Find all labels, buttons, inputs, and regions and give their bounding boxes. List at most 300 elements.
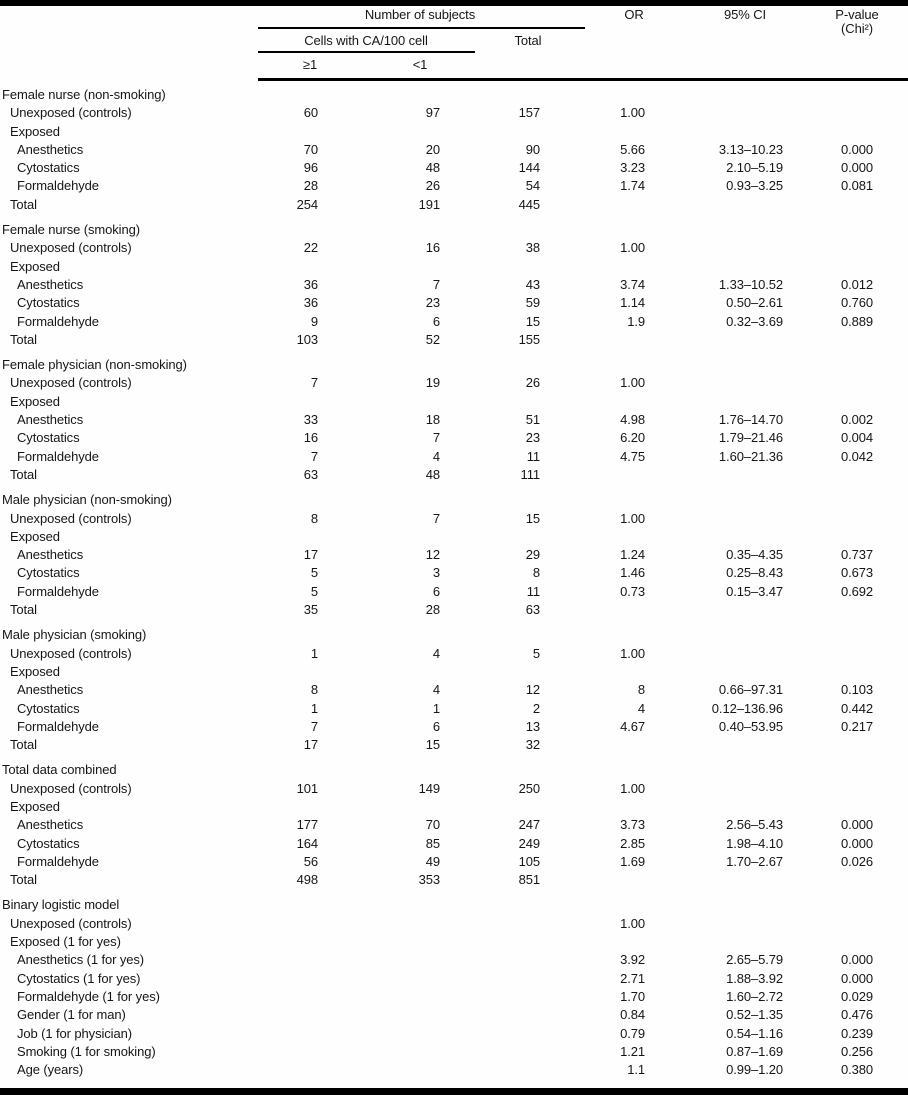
cell-pvalue: 0.029 xyxy=(840,988,873,1004)
cell-ci xyxy=(655,331,793,349)
cell-total xyxy=(450,1061,550,1079)
cell-total xyxy=(450,1006,550,1024)
table-row xyxy=(0,951,908,969)
col-header-total: Total xyxy=(514,33,542,48)
cell-n-lt1: 52 xyxy=(425,331,440,347)
cell-pvalue xyxy=(793,645,908,663)
table-row xyxy=(0,601,908,619)
row-label: Cytostatics xyxy=(17,835,80,851)
table-row xyxy=(0,663,908,681)
cell-n-lt1: 23 xyxy=(425,295,440,311)
cell-pvalue xyxy=(793,933,908,951)
section-title-row xyxy=(0,896,908,914)
cell-n-lt1: 149 xyxy=(418,780,440,796)
table-row xyxy=(0,853,908,871)
cell-n-lt1: 20 xyxy=(425,141,440,157)
cell-total: 157 xyxy=(518,105,540,121)
cell-or xyxy=(550,798,655,816)
col-header-lt1: <1 xyxy=(412,57,428,72)
cell-ci: 2.56–5.43 xyxy=(726,817,783,833)
section-title: Female physician (non-smoking) xyxy=(2,357,187,373)
cell-ci xyxy=(655,123,793,141)
cell-n-lt1: 3 xyxy=(432,565,440,581)
cell-pvalue: 0.012 xyxy=(840,276,873,292)
cell-n-lt1: 48 xyxy=(425,466,440,482)
table-row xyxy=(0,798,908,816)
cell-pvalue xyxy=(793,258,908,276)
cell-pvalue: 0.026 xyxy=(840,853,873,869)
row-label: Cytostatics (1 for yes) xyxy=(17,970,141,986)
cell-ci: 2.10–5.19 xyxy=(726,160,783,176)
cell-n-ge1: 17 xyxy=(303,737,318,753)
cell-ci xyxy=(655,915,793,933)
table-row xyxy=(0,564,908,582)
section-title: Male physician (smoking) xyxy=(2,627,147,643)
cell-pvalue xyxy=(793,331,908,349)
cell-or xyxy=(550,736,655,754)
cell-or xyxy=(550,393,655,411)
cell-total: 8 xyxy=(532,565,540,581)
row-label: Total xyxy=(10,196,37,212)
cell-ci: 1.98–4.10 xyxy=(726,835,783,851)
cell-pvalue xyxy=(793,239,908,257)
cell-ci xyxy=(655,528,793,546)
header-bottom-rule xyxy=(258,78,908,81)
section-title: Female nurse (smoking) xyxy=(2,222,140,238)
cell-total: 851 xyxy=(518,872,540,888)
row-label: Exposed (1 for yes) xyxy=(10,934,121,950)
row-label: Exposed xyxy=(10,663,60,679)
row-label: Unexposed (controls) xyxy=(10,780,132,796)
cell-total xyxy=(450,988,550,1006)
table-row xyxy=(0,871,908,889)
cell-or: 4.75 xyxy=(620,448,645,464)
cell-or: 4 xyxy=(637,700,645,716)
cell-n-ge1 xyxy=(258,123,330,141)
cell-pvalue xyxy=(793,196,908,214)
cell-or: 6.20 xyxy=(620,430,645,446)
cell-total: 155 xyxy=(518,331,540,347)
table-section xyxy=(0,761,908,889)
cell-pvalue xyxy=(793,736,908,754)
cell-pvalue: 0.737 xyxy=(840,547,873,563)
cell-n-ge1 xyxy=(258,915,330,933)
table-row xyxy=(0,196,908,214)
cell-n-ge1: 177 xyxy=(296,817,318,833)
row-label: Formaldehyde xyxy=(17,718,99,734)
cell-or: 1.00 xyxy=(620,510,645,526)
table-row xyxy=(0,1061,908,1079)
cell-total: 11 xyxy=(526,448,540,464)
cell-ci: 0.87–1.69 xyxy=(726,1043,783,1059)
cell-ci: 1.79–21.46 xyxy=(718,430,783,446)
cell-ci: 1.76–14.70 xyxy=(718,412,783,428)
col-header-95ci: 95% CI xyxy=(723,7,767,22)
table-row xyxy=(0,816,908,834)
cell-ci: 0.15–3.47 xyxy=(726,583,783,599)
row-label: Exposed xyxy=(10,123,60,139)
table-row xyxy=(0,429,908,447)
cell-total: 29 xyxy=(525,547,540,563)
row-label: Formaldehyde (1 for yes) xyxy=(17,988,160,1004)
cell-n-ge1: 36 xyxy=(303,295,318,311)
cell-n-lt1: 6 xyxy=(432,718,440,734)
cell-n-ge1: 28 xyxy=(303,178,318,194)
row-label: Anesthetics xyxy=(17,817,84,833)
row-label: Cytostatics xyxy=(17,430,80,446)
cell-pvalue: 0.256 xyxy=(840,1043,873,1059)
cell-or: 3.73 xyxy=(620,817,645,833)
cell-pvalue: 0.103 xyxy=(840,682,873,698)
section-title-row xyxy=(0,356,908,374)
cell-total: 54 xyxy=(525,178,540,194)
cell-or: 4.98 xyxy=(620,412,645,428)
table-row xyxy=(0,466,908,484)
col-header-cells-with-ca: Cells with CA/100 cell xyxy=(304,33,428,48)
table-row xyxy=(0,700,908,718)
cell-total: 63 xyxy=(525,602,540,618)
cell-ci: 3.13–10.23 xyxy=(718,141,783,157)
cell-n-ge1: 164 xyxy=(296,835,318,851)
cell-n-lt1: 7 xyxy=(432,510,440,526)
cell-n-ge1: 7 xyxy=(310,375,318,391)
cell-total: 15 xyxy=(525,313,540,329)
cell-n-lt1: 1 xyxy=(432,700,440,716)
cell-total xyxy=(450,915,550,933)
cell-pvalue xyxy=(793,123,908,141)
cell-n-lt1 xyxy=(330,663,450,681)
cell-n-ge1: 60 xyxy=(303,105,318,121)
col-header-or: OR xyxy=(624,7,644,22)
cell-pvalue xyxy=(793,663,908,681)
cell-n-lt1 xyxy=(330,258,450,276)
row-label: Cytostatics xyxy=(17,160,80,176)
cell-pvalue xyxy=(793,393,908,411)
cell-n-lt1: 6 xyxy=(432,583,440,599)
row-label: Formaldehyde xyxy=(17,448,99,464)
cell-n-ge1 xyxy=(258,988,330,1006)
cell-ci: 0.40–53.95 xyxy=(718,718,783,734)
cell-ci xyxy=(655,736,793,754)
cell-pvalue: 0.000 xyxy=(840,835,873,851)
cell-ci: 0.50–2.61 xyxy=(726,295,783,311)
cell-pvalue: 0.000 xyxy=(840,817,873,833)
section-title-row xyxy=(0,86,908,104)
table-row xyxy=(0,159,908,177)
row-label: Smoking (1 for smoking) xyxy=(17,1043,156,1059)
cell-total xyxy=(450,1025,550,1043)
cell-n-lt1: 12 xyxy=(425,547,440,563)
cell-total: 105 xyxy=(518,853,540,869)
col-header-ge1: ≥1 xyxy=(302,57,318,72)
cell-ci: 0.25–8.43 xyxy=(726,565,783,581)
cell-pvalue xyxy=(793,871,908,889)
row-label: Cytostatics xyxy=(17,295,80,311)
cell-ci: 2.65–5.79 xyxy=(726,952,783,968)
cell-n-ge1: 33 xyxy=(303,412,318,428)
row-label: Unexposed (controls) xyxy=(10,375,132,391)
cell-total: 250 xyxy=(518,780,540,796)
cell-pvalue: 0.002 xyxy=(840,412,873,428)
cell-n-ge1: 96 xyxy=(303,160,318,176)
cell-pvalue: 0.000 xyxy=(840,160,873,176)
cell-n-lt1: 28 xyxy=(425,602,440,618)
row-label: Total xyxy=(10,331,37,347)
table-section xyxy=(0,491,908,619)
row-label: Unexposed (controls) xyxy=(10,645,132,661)
cell-n-lt1: 85 xyxy=(425,835,440,851)
cell-n-ge1 xyxy=(258,798,330,816)
table-row xyxy=(0,510,908,528)
cell-ci xyxy=(655,601,793,619)
section-title-row xyxy=(0,491,908,509)
cell-or: 2.71 xyxy=(620,970,645,986)
cell-n-ge1: 498 xyxy=(296,872,318,888)
row-label: Formaldehyde xyxy=(17,583,99,599)
cell-total: 12 xyxy=(525,682,540,698)
cell-n-ge1: 16 xyxy=(303,430,318,446)
cell-ci: 1.60–21.36 xyxy=(718,448,783,464)
cell-pvalue xyxy=(793,510,908,528)
cell-or xyxy=(550,331,655,349)
cell-n-lt1: 70 xyxy=(425,817,440,833)
cell-n-lt1 xyxy=(330,951,450,969)
cell-pvalue xyxy=(793,104,908,122)
cell-total: 13 xyxy=(525,718,540,734)
cell-n-lt1: 15 xyxy=(425,737,440,753)
row-label: Gender (1 for man) xyxy=(17,1007,126,1023)
cell-n-ge1: 56 xyxy=(303,853,318,869)
cell-pvalue xyxy=(793,601,908,619)
cell-or xyxy=(550,871,655,889)
row-label: Exposed xyxy=(10,393,60,409)
cell-n-ge1: 103 xyxy=(296,331,318,347)
cell-n-ge1: 9 xyxy=(310,313,318,329)
table-row xyxy=(0,645,908,663)
cell-n-ge1: 36 xyxy=(303,276,318,292)
table-row xyxy=(0,1025,908,1043)
cell-pvalue: 0.000 xyxy=(840,141,873,157)
row-label: Exposed xyxy=(10,798,60,814)
cell-total xyxy=(450,663,550,681)
cell-n-ge1 xyxy=(258,393,330,411)
cell-or: 1.00 xyxy=(620,645,645,661)
cell-total: 247 xyxy=(518,817,540,833)
cell-total: 51 xyxy=(525,412,540,428)
cell-or xyxy=(550,123,655,141)
table-row xyxy=(0,970,908,988)
cell-ci: 0.66–97.31 xyxy=(718,682,783,698)
table-section xyxy=(0,221,908,349)
cell-n-ge1 xyxy=(258,1006,330,1024)
row-label: Exposed xyxy=(10,528,60,544)
table-row xyxy=(0,104,908,122)
cell-n-ge1 xyxy=(258,1025,330,1043)
col-header-pvalue-line2: (Chi²) xyxy=(841,21,873,36)
cell-total: 111 xyxy=(520,466,540,482)
cell-n-ge1 xyxy=(258,1043,330,1061)
cell-or: 3.23 xyxy=(620,160,645,176)
cell-n-ge1: 5 xyxy=(310,565,318,581)
cell-pvalue xyxy=(793,915,908,933)
table-row xyxy=(0,177,908,195)
table-row xyxy=(0,411,908,429)
row-label: Total xyxy=(10,872,37,888)
cell-or: 1.24 xyxy=(620,547,645,563)
row-label: Total xyxy=(10,602,37,618)
table-row xyxy=(0,528,908,546)
cell-total: 11 xyxy=(526,583,540,599)
cell-total xyxy=(450,933,550,951)
row-label: Cytostatics xyxy=(17,565,80,581)
cell-ci: 1.60–2.72 xyxy=(726,988,783,1004)
row-label: Anesthetics xyxy=(17,412,84,428)
cell-pvalue xyxy=(793,798,908,816)
cell-n-lt1: 4 xyxy=(432,448,440,464)
row-label: Total xyxy=(10,737,37,753)
cell-n-ge1 xyxy=(258,1061,330,1079)
cell-n-ge1: 8 xyxy=(310,682,318,698)
row-label: Anesthetics xyxy=(17,141,84,157)
cell-total: 144 xyxy=(518,160,540,176)
cell-total xyxy=(450,123,550,141)
table-bottom-rule xyxy=(0,1088,908,1095)
cell-ci xyxy=(655,104,793,122)
cell-total xyxy=(450,798,550,816)
cell-ci xyxy=(655,393,793,411)
cell-or: 0.79 xyxy=(620,1025,645,1041)
table-row xyxy=(0,141,908,159)
cell-or: 1.46 xyxy=(620,565,645,581)
number-of-subjects-rule xyxy=(258,27,585,29)
table-row xyxy=(0,835,908,853)
section-title: Male physician (non-smoking) xyxy=(2,492,172,508)
cell-n-ge1: 17 xyxy=(303,547,318,563)
cell-or: 0.84 xyxy=(620,1007,645,1023)
cell-n-lt1 xyxy=(330,528,450,546)
cell-n-ge1: 22 xyxy=(303,240,318,256)
cell-or xyxy=(550,663,655,681)
cell-n-lt1: 353 xyxy=(418,872,440,888)
cell-n-ge1: 7 xyxy=(310,448,318,464)
cell-pvalue xyxy=(793,528,908,546)
cell-total xyxy=(450,970,550,988)
cell-n-lt1 xyxy=(330,393,450,411)
cell-or: 1.9 xyxy=(627,313,645,329)
cell-pvalue: 0.000 xyxy=(840,970,873,986)
cell-n-ge1: 63 xyxy=(303,466,318,482)
cell-or: 2.85 xyxy=(620,835,645,851)
cell-n-ge1 xyxy=(258,933,330,951)
table-row xyxy=(0,123,908,141)
cell-ci xyxy=(655,798,793,816)
cell-n-ge1: 5 xyxy=(310,583,318,599)
cell-n-lt1: 7 xyxy=(432,276,440,292)
cell-n-ge1: 70 xyxy=(303,141,318,157)
row-label: Total xyxy=(10,466,37,482)
cell-pvalue: 0.760 xyxy=(840,295,873,311)
cell-n-lt1: 7 xyxy=(432,430,440,446)
table-section xyxy=(0,86,908,214)
cell-or: 1.1 xyxy=(627,1062,645,1078)
row-label: Unexposed (controls) xyxy=(10,915,132,931)
cell-n-ge1 xyxy=(258,258,330,276)
cell-or: 1.14 xyxy=(620,295,645,311)
row-label: Anesthetics xyxy=(17,682,84,698)
cell-total: 2 xyxy=(532,700,540,716)
cell-n-ge1: 1 xyxy=(310,700,318,716)
cell-pvalue: 0.042 xyxy=(840,448,873,464)
cell-or: 1.00 xyxy=(620,375,645,391)
cell-pvalue: 0.000 xyxy=(840,952,873,968)
cell-or: 3.74 xyxy=(620,276,645,292)
table-row xyxy=(0,933,908,951)
cell-n-lt1: 49 xyxy=(425,853,440,869)
cell-or xyxy=(550,466,655,484)
row-label: Anesthetics xyxy=(17,276,84,292)
cell-n-lt1: 19 xyxy=(425,375,440,391)
cell-ci: 0.35–4.35 xyxy=(726,547,783,563)
cell-ci: 1.88–3.92 xyxy=(726,970,783,986)
cell-or xyxy=(550,933,655,951)
row-label: Unexposed (controls) xyxy=(10,510,132,526)
row-label: Formaldehyde xyxy=(17,178,99,194)
cell-ci xyxy=(655,374,793,392)
cell-ci xyxy=(655,510,793,528)
row-label: Exposed xyxy=(10,258,60,274)
cell-ci: 0.52–1.35 xyxy=(726,1007,783,1023)
row-label: Formaldehyde xyxy=(17,853,99,869)
row-label: Formaldehyde xyxy=(17,313,99,329)
cell-or: 1.74 xyxy=(620,178,645,194)
cell-pvalue xyxy=(793,374,908,392)
cell-ci xyxy=(655,871,793,889)
row-label: Job (1 for physician) xyxy=(17,1025,132,1041)
cell-n-lt1: 26 xyxy=(425,178,440,194)
row-label: Unexposed (controls) xyxy=(10,240,132,256)
cell-ci xyxy=(655,663,793,681)
cell-total: 43 xyxy=(525,276,540,292)
cell-or: 5.66 xyxy=(620,141,645,157)
cell-ci: 0.54–1.16 xyxy=(726,1025,783,1041)
table-row xyxy=(0,331,908,349)
section-title: Binary logistic model xyxy=(2,897,120,913)
table-section xyxy=(0,356,908,484)
cell-total: 5 xyxy=(532,645,540,661)
table-row xyxy=(0,393,908,411)
cell-total: 445 xyxy=(518,196,540,212)
cell-or: 1.69 xyxy=(620,853,645,869)
table-row xyxy=(0,546,908,564)
cell-total: 249 xyxy=(518,835,540,851)
table-row xyxy=(0,276,908,294)
cell-total xyxy=(450,1043,550,1061)
cells-with-ca-rule xyxy=(258,51,475,53)
cell-n-lt1 xyxy=(330,1025,450,1043)
table-section xyxy=(0,626,908,754)
cell-ci xyxy=(655,780,793,798)
cell-ci xyxy=(655,933,793,951)
section-title-row xyxy=(0,761,908,779)
cell-n-lt1: 6 xyxy=(432,313,440,329)
cell-or: 1.00 xyxy=(620,240,645,256)
table-row xyxy=(0,294,908,312)
cell-total: 90 xyxy=(525,141,540,157)
col-header-pvalue-line1: P-value xyxy=(835,7,879,22)
cell-total: 23 xyxy=(525,430,540,446)
cell-or: 3.92 xyxy=(620,952,645,968)
table-row xyxy=(0,718,908,736)
